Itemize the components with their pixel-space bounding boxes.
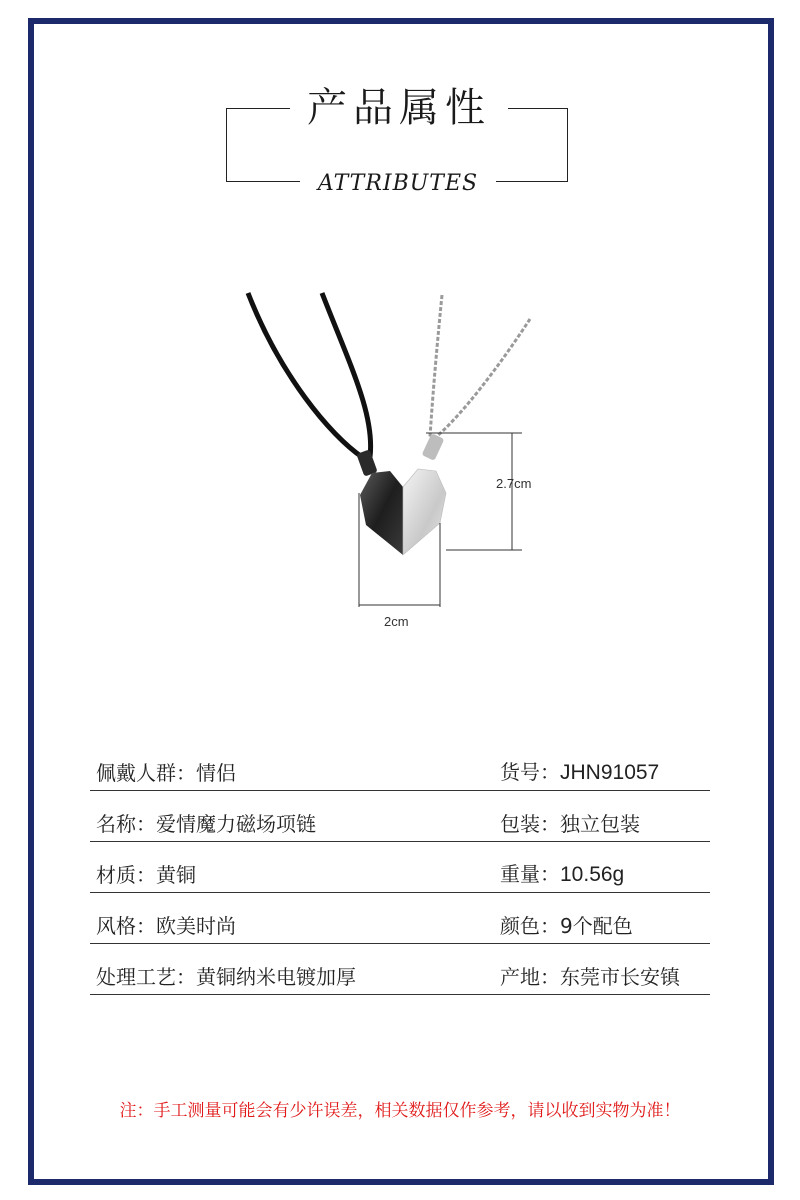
attr-value: 黄铜纳米电镀加厚 [196,965,356,989]
attribute-row [90,944,710,995]
attr-label: 佩戴人群： [96,761,196,785]
dark-bail [356,449,377,476]
black-cord [248,293,362,457]
attributes-table [90,740,710,995]
attr-label: 风格： [96,914,156,938]
black-cord-right [322,293,371,457]
width-dimension-label: 2cm [384,614,409,629]
disclaimer-note: 注：手工测量可能会有少许误差，相关数据仅作参考，请以收到实物为准！ [119,1101,681,1121]
attr-value: 情侣 [196,761,236,785]
attr-value: 独立包装 [560,812,640,836]
attr-label: 货号： [500,760,560,784]
attr-label: 名称： [96,812,156,836]
product-image [200,285,600,645]
attr-label: 重量： [500,862,560,886]
silver-chain-right [436,319,530,437]
silver-chain [430,295,442,437]
attr-value: 10.56g [560,863,625,886]
attribute-row [90,791,710,842]
attribute-row [90,842,710,893]
attr-value: 东莞市长安镇 [560,965,680,989]
attr-value: 黄铜 [156,863,196,887]
attr-value: 爱情魔力磁场项链 [156,812,316,836]
attribute-row [90,893,710,944]
dark-heart-half [360,471,403,555]
attr-label: 材质： [96,863,156,887]
page-title: 产品属性 [290,80,508,136]
attr-label: 包装： [500,812,560,836]
light-bail [422,433,445,461]
attr-label: 颜色： [500,914,560,938]
attr-label: 产地： [500,965,560,989]
attr-label: 处理工艺： [96,965,196,989]
attr-value: JHN91057 [560,761,660,784]
attr-value: 9个配色 [560,914,633,938]
page-subtitle: ATTRIBUTES [300,166,496,202]
attribute-row [90,740,710,791]
attr-value: 欧美时尚 [156,914,236,938]
height-dimension-label: 2.7cm [496,476,532,491]
